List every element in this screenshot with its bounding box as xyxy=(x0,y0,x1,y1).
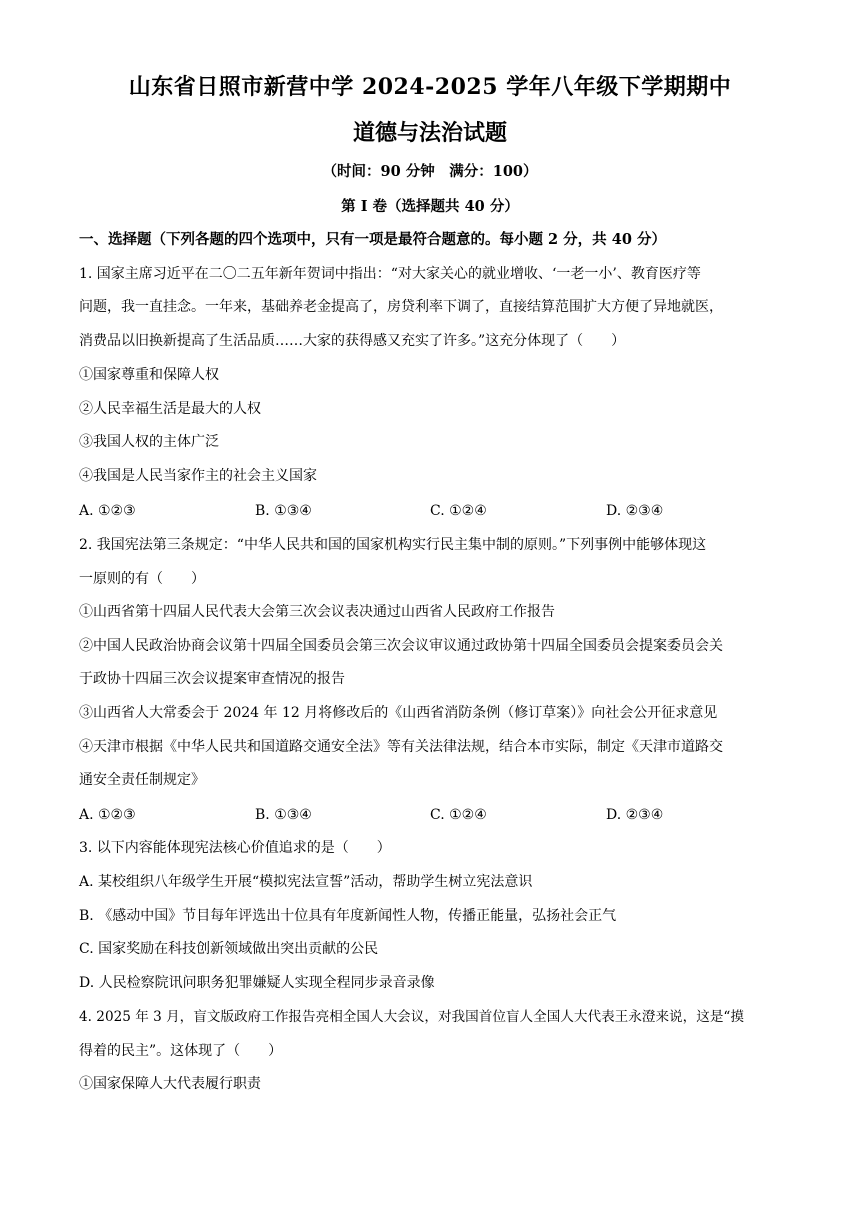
question-3-option-d: D. 人民检察院讯问职务犯罪嫌疑人实现全程同步录音录像 xyxy=(79,975,435,991)
question-2-option-d: D. ②③④ xyxy=(606,807,664,823)
question-1-item-3: ③我国人权的主体广泛 xyxy=(79,434,219,450)
question-3-option-a: A. 某校组织八年级学生开展“模拟宪法宣誓”活动，帮助学生树立宪法意识 xyxy=(79,874,533,890)
question-1-option-a: A. ①②③ xyxy=(79,503,136,519)
question-1-stem-line-3: 消费品以旧换新提高了生活品质……大家的获得感又充实了许多。”这充分体现了（ ） xyxy=(79,333,626,349)
exam-subject-title: 道德与法治试题 xyxy=(352,120,507,146)
volume-heading: 第 I 卷（选择题共 40 分） xyxy=(341,198,519,215)
question-1-option-b: B. ①③④ xyxy=(255,503,312,519)
question-2-stem-line-2: 一原则的有（ ） xyxy=(79,571,205,587)
question-2-option-b: B. ①③④ xyxy=(255,807,312,823)
question-1-item-1: ①国家尊重和保障人权 xyxy=(79,367,219,383)
question-1-option-d: D. ②③④ xyxy=(606,503,664,519)
question-1-item-2: ②人民幸福生活是最大的人权 xyxy=(79,401,261,417)
question-2-stem-line-1: 2. 我国宪法第三条规定：“中华人民共和国的国家机构实行民主集中制的原则。”下列事例中能够体现这 xyxy=(79,537,707,553)
question-2-option-a: A. ①②③ xyxy=(79,807,136,823)
question-2-item-3: ③山西省人大常委会于 2024 年 12 月将修改后的《山西省消防条例（修订草案）》向社会公开征求意见 xyxy=(79,705,718,721)
question-2-item-4-line-2: 通安全责任制规定》 xyxy=(79,772,205,788)
question-4-stem-line-1: 4. 2025 年 3 月，盲文版政府工作报告亮相全国人大会议，对我国首位盲人全国人大代表王永澄来说，这是“摸 xyxy=(79,1009,744,1025)
question-2-option-c: C. ①②④ xyxy=(430,807,487,823)
exam-title: 山东省日照市新营中学 2024-2025 学年八年级下学期期中 xyxy=(128,74,732,100)
section-heading: 一、选择题（下列各题的四个选项中，只有一项是最符合题意的。每小题 2 分，共 40 分） xyxy=(79,231,666,248)
question-1-stem-line-1: 1. 国家主席习近平在二〇二五年新年贺词中指出：“对大家关心的就业增收、‘一老一小’、教育医疗等 xyxy=(79,266,701,282)
exam-time-score: （时间：90 分钟 满分：100） xyxy=(322,163,538,180)
question-1-stem-line-2: 问题，我一直挂念。一年来，基础养老金提高了，房贷利率下调了，直接结算范围扩大方便了异地就医， xyxy=(79,299,723,315)
question-4-stem-line-2: 得着的民主”。这体现了（ ） xyxy=(79,1043,283,1059)
question-3-stem: 3. 以下内容能体现宪法核心价值追求的是（ ） xyxy=(79,840,391,856)
question-2-item-4-line-1: ④天津市根据《中华人民共和国道路交通安全法》等有关法律法规，结合本市实际，制定《天津市道路交 xyxy=(79,739,723,755)
question-4-item-1: ①国家保障人大代表履行职责 xyxy=(79,1076,261,1092)
question-2-item-1: ①山西省第十四届人民代表大会第三次会议表决通过山西省人民政府工作报告 xyxy=(79,604,555,620)
question-2-item-2-line-2: 于政协十四届三次会议提案审查情况的报告 xyxy=(79,671,345,687)
question-1-item-4: ④我国是人民当家作主的社会主义国家 xyxy=(79,468,317,484)
question-3-option-c: C. 国家奖励在科技创新领域做出突出贡献的公民 xyxy=(79,941,379,957)
question-1-option-c: C. ①②④ xyxy=(430,503,487,519)
question-2-item-2-line-1: ②中国人民政治协商会议第十四届全国委员会第三次会议审议通过政协第十四届全国委员会提案委员会关 xyxy=(79,638,723,654)
question-3-option-b: B. 《感动中国》节目每年评选出十位具有年度新闻性人物，传播正能量，弘扬社会正气 xyxy=(79,908,617,924)
